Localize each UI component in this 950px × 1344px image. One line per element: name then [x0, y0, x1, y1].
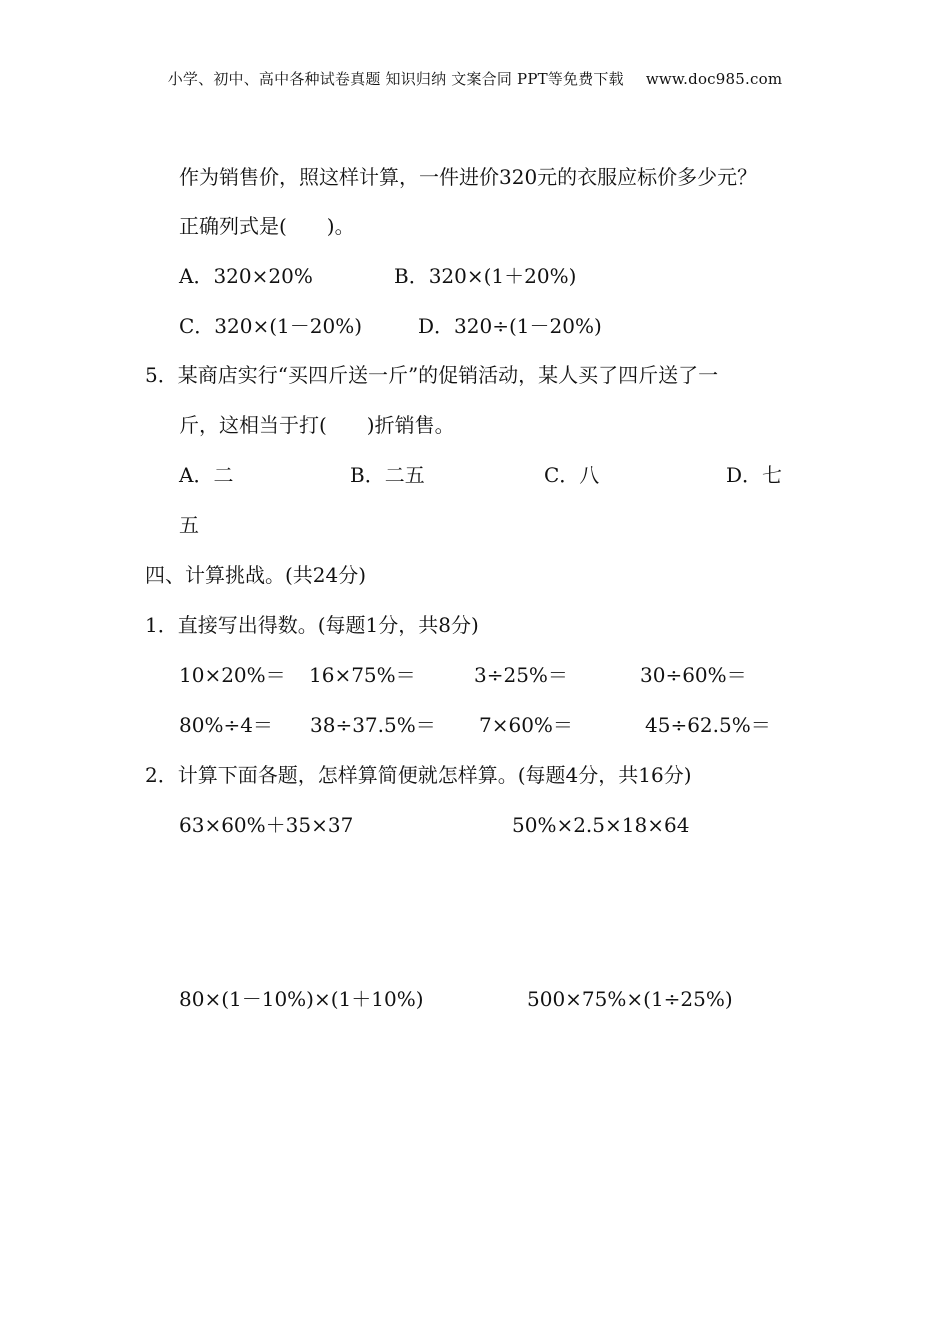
q4-prompt: 正确列式是( )。	[179, 214, 355, 238]
section4-title: 四、计算挑战。(共24分)	[145, 563, 367, 587]
calc-item: 45÷62.5%＝	[645, 713, 771, 737]
q5-option-b: B．二五	[350, 463, 425, 487]
part2-title: 2．计算下面各题，怎样算简便就怎样算。(每题4分，共16分)	[145, 763, 692, 787]
calc-item: 80%÷4＝	[179, 713, 273, 737]
part1-title: 1．直接写出得数。(每题1分，共8分)	[145, 613, 479, 637]
calc-item: 7×60%＝	[479, 713, 573, 737]
q5-option-c: C．八	[544, 463, 600, 487]
q5-wrap: 五	[179, 513, 199, 537]
q4-option-b: B．320×(1＋20%)	[394, 264, 577, 288]
q4-option-a: A．320×20%	[179, 264, 313, 288]
calc-item: 30÷60%＝	[640, 663, 747, 687]
q5-line1: 5．某商店实行“买四斤送一斤”的促销活动，某人买了四斤送了一	[145, 363, 719, 387]
q4-option-d: D．320÷(1－20%)	[418, 314, 602, 338]
q4-continuation: 作为销售价，照这样计算，一件进价320元的衣服应标价多少元？	[179, 165, 758, 189]
expression-item: 50%×2.5×18×64	[512, 813, 690, 837]
header-site: www.doc985.com	[645, 70, 783, 88]
calc-item: 3÷25%＝	[474, 663, 568, 687]
expression-item: 500×75%×(1÷25%)	[527, 987, 733, 1011]
expression-item: 80×(1－10%)×(1＋10%)	[179, 987, 424, 1011]
q5-option-a: A．二	[179, 463, 234, 487]
q4-option-c: C．320×(1－20%)	[179, 314, 363, 338]
q5-option-d: D．七	[726, 463, 783, 487]
q5-line2: 斤，这相当于打( )折销售。	[179, 413, 455, 437]
header-text: 小学、初中、高中各种试卷真题 知识归纳 文案合同 PPT等免费下载	[167, 70, 624, 88]
expression-item: 63×60%＋35×37	[179, 813, 354, 837]
calc-item: 38÷37.5%＝	[310, 713, 436, 737]
calc-item: 16×75%＝	[309, 663, 416, 687]
page-header	[0, 68, 950, 89]
calc-item: 10×20%＝	[179, 663, 286, 687]
